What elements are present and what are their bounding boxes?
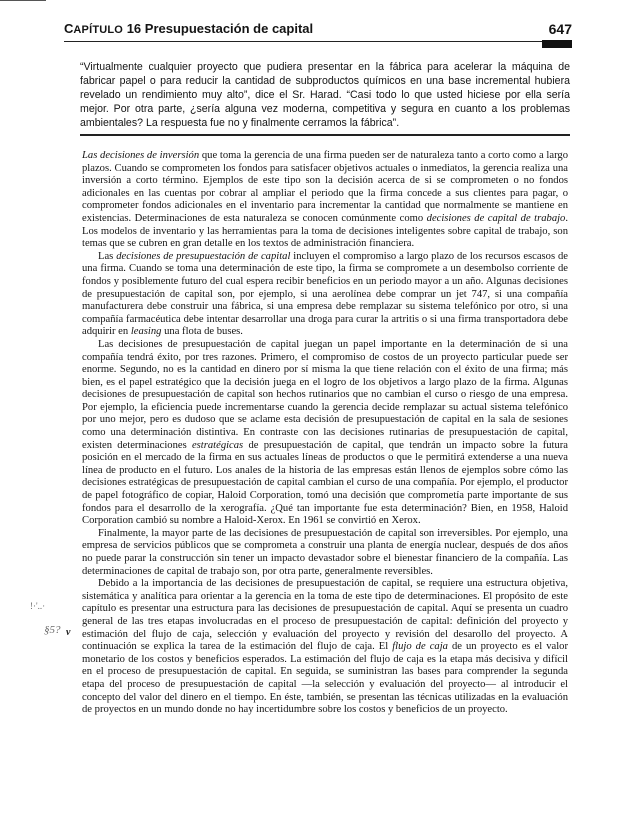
header-rule (64, 41, 570, 42)
paragraph-3-text-b: de presupuestación de capital, que tendrán un impacto sobre la futura posición en el mercado de la firma en sus actuales líneas de productos o que le permitirá extenderse a una nueva línea de producto en el futuro. Los anales de la historia de las empresas están llenos de ejemplos sobre cómo las decisiones estratégicas de presupuestación de capital cambian el curso de una compañía. Por ejemplo, el productor de papel fotográfico de copiar, Haloid Corporation, tomó una decisión que comprometía parte importante de sus fondos para el desarrollo de la xerografía. ¿Qué tan importante fue esta determinación? Bien, en 1958, Haloid Corporation cambió su nombre a Haloid-Xerox. En 1961 se convirtió en Xerox. (82, 439, 568, 527)
page-number: 647 (548, 21, 572, 37)
chapter-word-initial: C (64, 21, 74, 36)
chapter-title: Presupuestación de capital (144, 21, 314, 36)
running-head (64, 18, 572, 40)
quote-rule (80, 134, 570, 136)
paragraph-2-text-a: Las (98, 250, 117, 262)
pull-quote: “Virtualmente cualquier proyecto que pudiera presentar en la fábrica para acelerar la máquina de fabricar papel o para reducir la cantidad de subproductos químicos en una base incremental hubiera revelado un rendimiento muy alto”, dice el Sr. Harad. “Casi todo lo que usted hiciese por ella sería mejor. Por otra parte, ¿sería alguna vez moderna, competitiva y segura en cuanto a los problemas ambientales? La respuesta fue no y finalmente cerramos la fábrica”. (80, 61, 570, 129)
paragraph-5-text-a: Debido a la importancia de las decisiones de presupuestación de capital, se requiere una estructura objetiva, sistemática y analítica para orientar a la gerencia en la toma de este tipo de determinaciones. El propósito de este capítulo es presentar una estructura para las decisiones de presupuestación de capital. Aquí se presenta un cuadro general de las tres etapas involucradas en el proceso de presupuestación de capital: definición del proyecto y estimación del flujo de caja, selección y evaluación del proyecto y revisión del desarollo del proyecto. A continuación se explica la tarea de la estimación del flujo de caja. El (82, 578, 568, 653)
paragraph-1-text-a: que toma la gerencia de una firma pueden ser de naturaleza tanto a corto como a largo plazos. Cuando se comprometen los fondos para satisfacer objetivos actuales o inmediatos, la gerencia realiza una inversión a corto término. Ejemplos de este tipo son la decisión acerca de si se comprometen o no fondos adicionales en las cuentas por cobrar al ampliar el periodo que la firma concede a sus clientes para pagar, o comprometer fondos adicionales en el inventario para incrementar la cantidad que normalmente se mantiene en existencias. Determinaciones de esta naturaleza se conocen comúnmente como (82, 150, 569, 224)
margin-handwritten-note: §5? (44, 624, 61, 636)
term-leasing: leasing (130, 326, 162, 338)
paragraph-1 (82, 150, 568, 251)
body-text (82, 150, 568, 717)
margin-check-mark: v (66, 627, 71, 638)
term-flujo-de-caja: flujo de caja (392, 641, 448, 653)
header-tab-mark (542, 40, 572, 48)
term-capital-de-trabajo: decisiones de capital de trabajo (426, 212, 566, 224)
paragraph-1-text-b: . Los modelos de inventario y las herramientas para la toma de decisiones inteligentes sobre capital de trabajo, son temas que se cubren en gran detalle en los textos de administración financiera. (82, 212, 569, 250)
chapter-word-rest: APÍTULO (73, 24, 124, 36)
scan-edge-mark (0, 0, 46, 1)
paragraph-3 (82, 339, 568, 528)
chapter-number: 16 (126, 21, 142, 36)
paragraph-2 (82, 251, 568, 339)
term-estrategicas: estratégicas (191, 439, 244, 451)
paragraph-2-text-c: una flota de buses. (161, 326, 243, 338)
paragraph-4: Finalmente, la mayor parte de las decisiones de presupuestación de capital son irreversibles. Por ejemplo, una empresa de servicios públicos que se comprometa a construir una planta de energía nuclear, después de dos años no puede parar la construcción sin tener un impacto devastador sobre el bienestar financiero de la compañía. Las determinaciones de capital de trabajo son, por otra parte, generalmente reversibles. (82, 527, 568, 577)
term-decisiones-inversion: Las decisiones de inversión (82, 150, 200, 161)
chapter-heading (64, 18, 313, 41)
paragraph-5-text-b: de un proyecto es el valor monetario de los costos y beneficios esperados. La estimación del flujo de caja es la etapa más decisiva y difícil en el proceso de presupuestación de capital. En seguida, se suministran las bases para comprender la segunda etapa del proceso de presupuestación de capital —la selección y evaluación del proyecto— al introducir el concepto del valor del dinero en el tiempo. En éste, también, se presentan las técnicas utilizadas en la evaluación de proyectos en un mundo donde no hay incertidumbre sobre los costos y beneficios de un proyecto. (82, 641, 568, 716)
paragraph-3-text-a: Las decisiones de presupuestación de capital juegan un papel importante en la determinación de si una compañía tendrá éxito, por tres razones. Primero, el compromiso de costos de un proyecto particular puede ser enorme. Segundo, no es la cantidad en dinero por sí misma la que tiene relación con el éxito de una firma; más bien, es el papel estratégico que la decisión juega en el logro de los objetivos a largo plazo de la firma. Algunas decisiones de presupuestación de capital son hechos rutinarios que no cambian el curso o riesgo de una empresa. Por ejemplo, la eficiencia puede incrementarse cuando la gerencia decide remplazar su actual sistema telefónico por uno mejor, pero es dudoso que se aclame esta decisión de presupuestación de capital en la sala de sesiones como una determinación distintiva. En contraste con las decisiones rutinarias de presupuestación de capital, existen determinaciones (82, 338, 568, 451)
paragraph-2-text-b: incluyen el compromiso a largo plazo de los recursos escasos de una firma. Cuando se toma una determinación de este tipo, la firma se compromete a un desembolso corriente de fondos y posiblemente futuro del cual espera recibir beneficios en un periodo mayor a un año. Algunas decisiones de presupuestación de capital son, por ejemplo, si una aerolínea debe comprar un jet 747, si una compañía manufacturera debe construir una fábrica, si una empresa debe remplazar su sistema telefónico por otro, si una compañía farmacéutica debe intentar desarrollar una droga para curar la artritis o si una firma transportadora debe adquirir en (82, 250, 568, 338)
term-presupuestacion-capital: decisiones de presupuestación de capital (116, 250, 291, 262)
paragraph-5 (82, 578, 568, 717)
margin-scribble-mark: !·'..· (30, 601, 46, 611)
